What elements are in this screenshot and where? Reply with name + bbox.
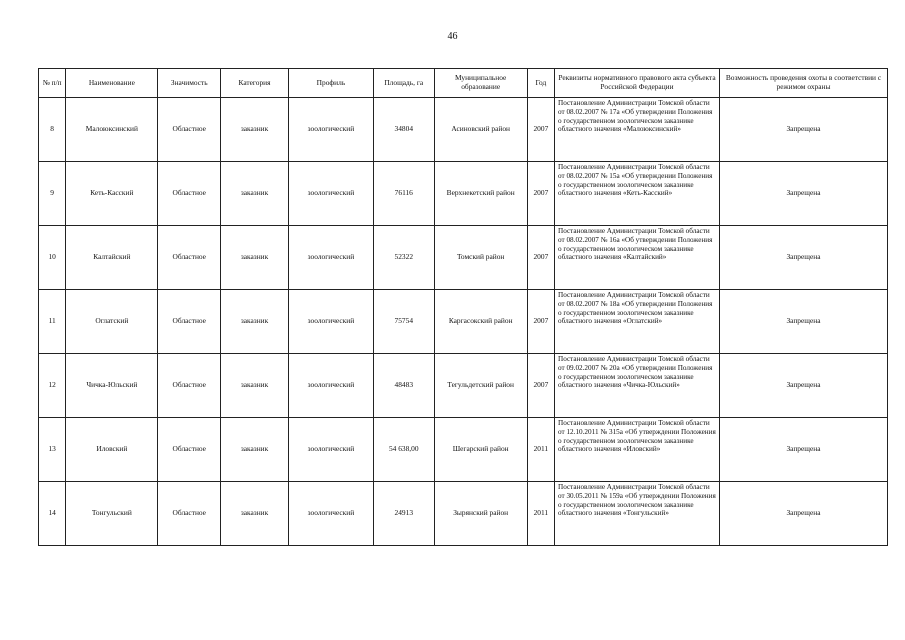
cell-name: Оглатский bbox=[66, 290, 158, 354]
cell-name: Тонгульский bbox=[66, 482, 158, 546]
table-row bbox=[39, 418, 888, 482]
cell-details: Постановление Администрации Томской области от 09.02.2007 № 20а «Об утверждении Положения о государственном зоологическом заказнике областного значения «Чичка-Юльский» bbox=[555, 354, 720, 418]
cell-hunting: Запрещена bbox=[719, 482, 887, 546]
cell-area: 75754 bbox=[373, 290, 434, 354]
cell-hunting: Запрещена bbox=[719, 354, 887, 418]
cell-significance: Областное bbox=[158, 226, 221, 290]
cell-municipality: Томский район bbox=[434, 226, 527, 290]
cell-significance: Областное bbox=[158, 162, 221, 226]
table-row bbox=[39, 482, 888, 546]
cell-year: 2007 bbox=[527, 98, 554, 162]
cell-name: Кеть-Касский bbox=[66, 162, 158, 226]
cell-profile: зоологический bbox=[288, 418, 373, 482]
cell-name: Иловский bbox=[66, 418, 158, 482]
header-category: Категория bbox=[221, 69, 289, 98]
cell-significance: Областное bbox=[158, 98, 221, 162]
cell-significance: Областное bbox=[158, 418, 221, 482]
protected-areas-table bbox=[38, 68, 888, 546]
cell-significance: Областное bbox=[158, 482, 221, 546]
cell-hunting: Запрещена bbox=[719, 226, 887, 290]
cell-num: 14 bbox=[39, 482, 66, 546]
cell-category: заказник bbox=[221, 162, 289, 226]
header-municipality: Муниципальное образование bbox=[434, 69, 527, 98]
cell-category: заказник bbox=[221, 226, 289, 290]
cell-category: заказник bbox=[221, 354, 289, 418]
cell-hunting: Запрещена bbox=[719, 290, 887, 354]
cell-hunting: Запрещена bbox=[719, 98, 887, 162]
cell-year: 2011 bbox=[527, 482, 554, 546]
cell-name: Чичка-Юльский bbox=[66, 354, 158, 418]
cell-hunting: Запрещена bbox=[719, 162, 887, 226]
cell-municipality: Тегульдетский район bbox=[434, 354, 527, 418]
cell-year: 2007 bbox=[527, 354, 554, 418]
cell-municipality: Зырянский район bbox=[434, 482, 527, 546]
table-row bbox=[39, 226, 888, 290]
cell-area: 48483 bbox=[373, 354, 434, 418]
cell-significance: Областное bbox=[158, 290, 221, 354]
cell-municipality: Каргасокский район bbox=[434, 290, 527, 354]
header-name: Наименование bbox=[66, 69, 158, 98]
cell-year: 2007 bbox=[527, 162, 554, 226]
page-number: 46 bbox=[447, 31, 458, 42]
cell-details: Постановление Администрации Томской области от 08.02.2007 № 18а «Об утверждении Положения о государственном зоологическом заказнике областного значения «Оглатский» bbox=[555, 290, 720, 354]
cell-details: Постановление Администрации Томской области от 08.02.2007 № 17а «Об утверждении Положения о государственном зоологическом заказнике областного значения «Малоюксинский» bbox=[555, 98, 720, 162]
cell-category: заказник bbox=[221, 290, 289, 354]
cell-profile: зоологический bbox=[288, 226, 373, 290]
table-row bbox=[39, 354, 888, 418]
cell-num: 8 bbox=[39, 98, 66, 162]
cell-details: Постановление Администрации Томской области от 30.05.2011 № 159а «Об утверждении Положения о государственном зоологическом заказнике областного значения «Тонгульский» bbox=[555, 482, 720, 546]
cell-num: 9 bbox=[39, 162, 66, 226]
cell-significance: Областное bbox=[158, 354, 221, 418]
header-significance: Значимость bbox=[158, 69, 221, 98]
cell-num: 13 bbox=[39, 418, 66, 482]
table-header-row bbox=[39, 69, 888, 98]
header-hunting: Возможность проведения охоты в соответствии с режимом охраны bbox=[719, 69, 887, 98]
cell-area: 24913 bbox=[373, 482, 434, 546]
cell-area: 76116 bbox=[373, 162, 434, 226]
cell-municipality: Асиновский район bbox=[434, 98, 527, 162]
cell-year: 2007 bbox=[527, 290, 554, 354]
cell-area: 34804 bbox=[373, 98, 434, 162]
header-year: Год bbox=[527, 69, 554, 98]
cell-details: Постановление Администрации Томской области от 12.10.2011 № 315а «Об утверждении Положения о государственном зоологическом заказнике областного значения «Иловский» bbox=[555, 418, 720, 482]
cell-hunting: Запрещена bbox=[719, 418, 887, 482]
cell-year: 2011 bbox=[527, 418, 554, 482]
cell-details: Постановление Администрации Томской области от 08.02.2007 № 16а «Об утверждении Положения о государственном зоологическом заказнике областного значения «Калтайский» bbox=[555, 226, 720, 290]
cell-year: 2007 bbox=[527, 226, 554, 290]
cell-category: заказник bbox=[221, 482, 289, 546]
cell-category: заказник bbox=[221, 98, 289, 162]
cell-profile: зоологический bbox=[288, 162, 373, 226]
header-area: Площадь, га bbox=[373, 69, 434, 98]
cell-category: заказник bbox=[221, 418, 289, 482]
table-row bbox=[39, 98, 888, 162]
cell-profile: зоологический bbox=[288, 290, 373, 354]
header-profile: Профиль bbox=[288, 69, 373, 98]
cell-municipality: Шегарский район bbox=[434, 418, 527, 482]
table-row bbox=[39, 290, 888, 354]
cell-num: 11 bbox=[39, 290, 66, 354]
cell-profile: зоологический bbox=[288, 354, 373, 418]
cell-profile: зоологический bbox=[288, 482, 373, 546]
table-row bbox=[39, 162, 888, 226]
cell-profile: зоологический bbox=[288, 98, 373, 162]
cell-num: 10 bbox=[39, 226, 66, 290]
cell-details: Постановление Администрации Томской области от 08.02.2007 № 15а «Об утверждении Положения о государственном зоологическом заказнике областного значения «Кеть-Касский» bbox=[555, 162, 720, 226]
cell-municipality: Верхнекетский район bbox=[434, 162, 527, 226]
cell-name: Малоюксинский bbox=[66, 98, 158, 162]
cell-num: 12 bbox=[39, 354, 66, 418]
header-details: Реквизиты нормативного правового акта субъекта Российской Федерации bbox=[555, 69, 720, 98]
cell-name: Калтайский bbox=[66, 226, 158, 290]
header-num: № п/п bbox=[39, 69, 66, 98]
cell-area: 54 638,00 bbox=[373, 418, 434, 482]
cell-area: 52322 bbox=[373, 226, 434, 290]
